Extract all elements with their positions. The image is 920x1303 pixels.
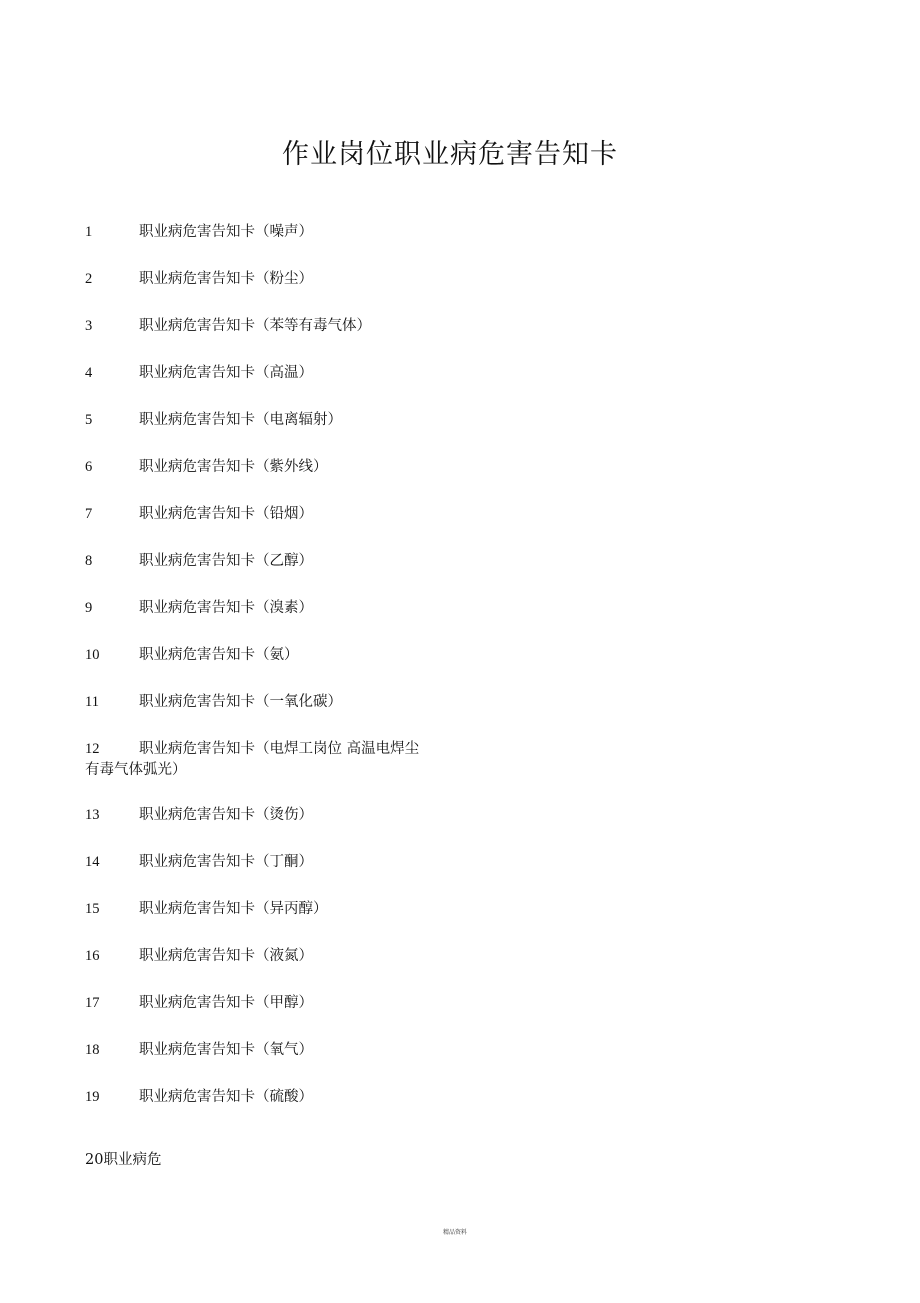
item-text: 职业病危害告知卡（一氧化碳） <box>139 694 342 710</box>
item-text: 职业病危害告知卡（高温） <box>139 365 313 381</box>
item-number: 5 <box>85 412 93 428</box>
item-number: 19 <box>85 1089 100 1105</box>
item-number: 4 <box>85 365 93 381</box>
item-text: 职业病危害告知卡（粉尘） <box>139 271 313 287</box>
item-number: 18 <box>85 1042 100 1058</box>
item-text: 职业病危害告知卡（紫外线） <box>139 459 328 475</box>
item-text: 职业病危害告知卡（氨） <box>139 647 299 663</box>
item-text: 职业病危害告知卡（溴素） <box>139 600 313 616</box>
item-text: 职业病危害告知卡（丁酮） <box>139 854 313 870</box>
item-number: 15 <box>85 901 100 917</box>
item-number: 11 <box>85 694 99 710</box>
item-number: 7 <box>85 506 93 522</box>
item-number: 13 <box>85 807 100 823</box>
item-number: 3 <box>85 318 93 334</box>
item-text-continued: 有毒气体弧光） <box>85 762 187 778</box>
item-number: 1 <box>85 224 93 240</box>
item-number: 6 <box>85 459 93 475</box>
item-number: 10 <box>85 647 100 663</box>
item-text: 职业病危害告知卡（乙醇） <box>139 553 313 569</box>
page-footer: 精品资料 <box>443 1229 468 1236</box>
item-text: 职业病危害告知卡（异丙醇） <box>139 901 328 917</box>
item-text: 职业病危害告知卡（甲醇） <box>139 995 313 1011</box>
item-text: 职业病危害告知卡（铅烟） <box>139 506 313 522</box>
item-number: 8 <box>85 553 93 569</box>
item-text: 职业病危害告知卡（硫酸） <box>139 1089 313 1105</box>
item-number: 9 <box>85 600 93 616</box>
item-number: 16 <box>85 948 100 964</box>
item-text: 职业病危害告知卡（电焊工岗位 高温电焊尘 <box>139 741 420 757</box>
item-text: 职业病危害告知卡（液氮） <box>139 948 313 964</box>
item-number: 12 <box>85 741 100 757</box>
page-title: 作业岗位职业病危害告知卡 <box>282 139 618 170</box>
item-text: 职业病危害告知卡（噪声） <box>139 224 313 240</box>
item-number: 17 <box>85 995 100 1011</box>
item-number: 2 <box>85 271 93 287</box>
item-text: 职业病危害告知卡（电离辐射） <box>139 412 342 428</box>
item-text: 职业病危害告知卡（苯等有毒气体） <box>139 318 371 334</box>
item-text: 职业病危害告知卡（氧气） <box>139 1042 313 1058</box>
truncated-item: 20职业病危 <box>85 1152 162 1168</box>
item-number: 14 <box>85 854 100 870</box>
item-text: 职业病危害告知卡（烫伤） <box>139 807 313 823</box>
